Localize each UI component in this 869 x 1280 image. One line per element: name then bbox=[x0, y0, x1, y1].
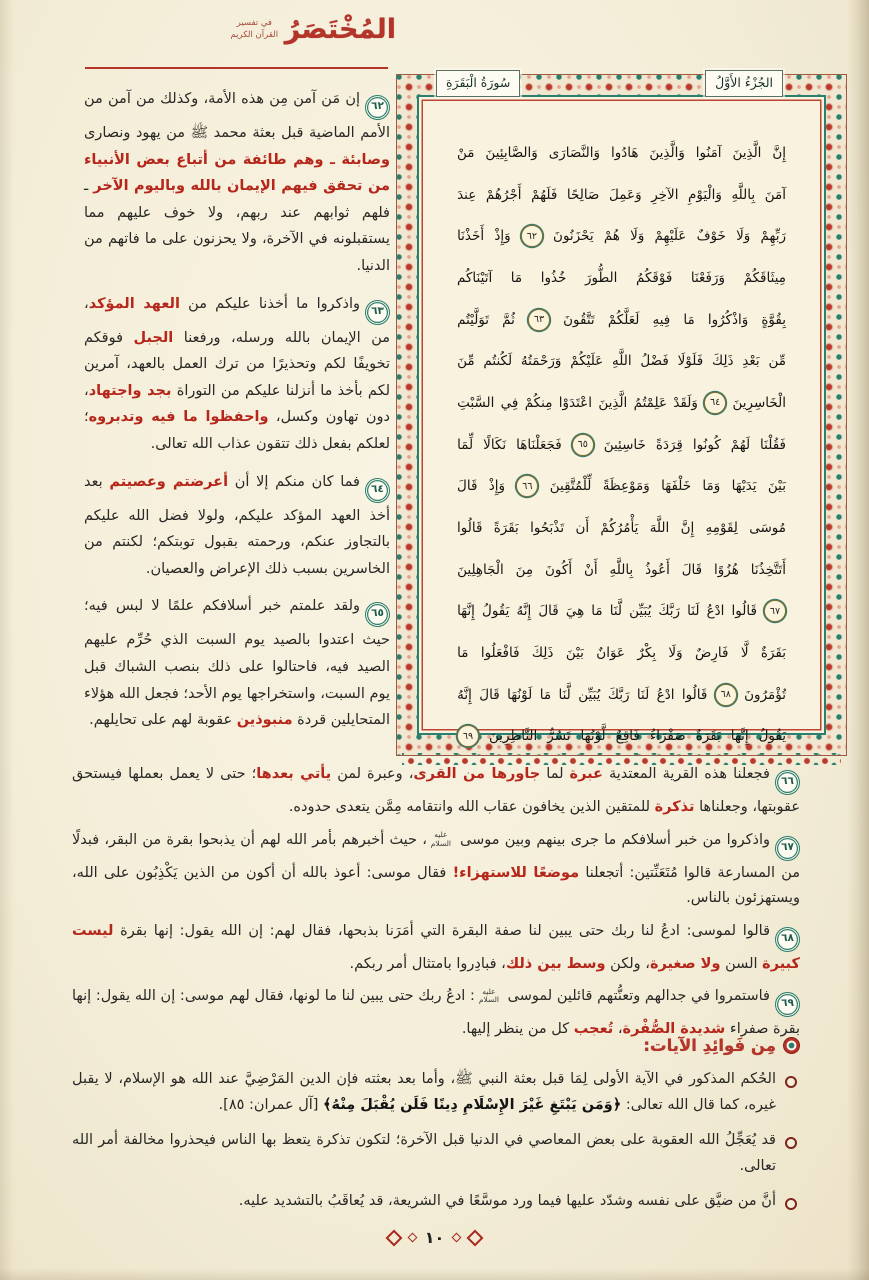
quran-word: وَالَّذِينَ bbox=[649, 144, 685, 161]
text-segment: وسط بين ذلك bbox=[505, 955, 606, 972]
text-segment: يأتي بعدها bbox=[256, 766, 332, 782]
quran-word: مِنكُمْ bbox=[524, 394, 553, 411]
commentary-bottom bbox=[72, 762, 800, 1050]
quran-word: عِندَ bbox=[457, 186, 477, 203]
quran-word: بَيْنَ bbox=[767, 478, 786, 495]
quran-word: فَافْعَلُوا bbox=[480, 645, 520, 662]
quran-word: فَاقِعٌ bbox=[615, 728, 640, 745]
quran-line bbox=[457, 716, 786, 758]
text-segment: شديدة الصُّفْرة bbox=[622, 1021, 726, 1038]
page-edge-left bbox=[0, 0, 14, 1280]
quran-line bbox=[457, 466, 786, 508]
commentary-paragraph bbox=[72, 828, 800, 912]
commentary-paragraph bbox=[84, 86, 390, 280]
page-footer bbox=[0, 1228, 869, 1247]
quran-word: مِنَ bbox=[515, 561, 534, 578]
quran-word: قَالَ bbox=[479, 686, 500, 703]
verse-number-badge: ٦٤ bbox=[704, 392, 726, 414]
quran-word: ثُمَّ bbox=[502, 311, 515, 328]
quran-word: وَالْيَوْمِ bbox=[688, 186, 722, 203]
text-segment: ـ فلهم ثوابهم عند ربهم، ولا خوف عليهم مما يستقبلونه في الآخرة، ولا يحزنون على ما فاتهم من الدنيا. bbox=[84, 178, 390, 274]
quran-word: اعْتَدَوْا bbox=[558, 394, 592, 411]
quran-word: اللَّهَ bbox=[649, 520, 670, 537]
text-segment: موضعًا للاستهزاء! bbox=[452, 864, 580, 881]
text-segment: الجبل bbox=[133, 329, 174, 346]
quran-word: فَجَعَلْنَاهَا bbox=[516, 436, 562, 453]
quran-word: وَالصَّابِئِينَ bbox=[485, 144, 538, 161]
quran-word: لَهُمْ bbox=[730, 436, 751, 453]
quran-word: رَبَّكَ bbox=[607, 686, 630, 703]
quran-word: قَالَ bbox=[538, 603, 559, 620]
quran-word: مَا bbox=[510, 269, 523, 286]
benefits-heading bbox=[72, 1036, 800, 1055]
quran-word: بَقَرَةً bbox=[493, 520, 519, 537]
text-segment: إن مَن آمن مِن هذه الأمة، وكذلك من آمن من الأمم الماضية قبل بعثة محمد ﷺ من يهود ونصارى bbox=[84, 91, 390, 141]
verse-number-badge: ٦٣ bbox=[528, 309, 550, 331]
quran-word: وَلَقَدْ bbox=[673, 394, 698, 411]
quran-word: أَخَذْنَا bbox=[457, 228, 485, 245]
quran-word: إِنَّهَا bbox=[730, 728, 749, 745]
quran-word: وَإِذْ bbox=[494, 228, 511, 245]
verse-number-badge: ٦٩ bbox=[457, 725, 479, 747]
paragraph-verse-badge: ٦٢ bbox=[365, 95, 390, 120]
text-segment: للمتقين الذين يخافون عقاب الله وانتقامه مِمَّن يتعدى حدوده. bbox=[288, 799, 655, 815]
quran-word: لَّنَا bbox=[609, 603, 623, 620]
quran-word: أَنْ bbox=[583, 561, 598, 578]
quran-word: يُبَيِّن bbox=[629, 603, 652, 620]
text-segment: بعد أخذ العهد المؤكد عليكم، ولولا فضل الله عليكم بالتجاوز عنكم، ورحمته بقبول توبتكم؛ لكنتم من الخاسرين بسبب ذلك الإعراض والعصيان. bbox=[84, 473, 390, 577]
quran-word: لِّلْمُتَّقِينَ bbox=[549, 478, 592, 495]
paragraph-verse-badge: ٦٧ bbox=[775, 836, 800, 861]
quran-word: إِنَّهُ bbox=[516, 603, 532, 620]
quran-word: وَلَا bbox=[736, 228, 751, 245]
quran-word: نَكَالًا bbox=[483, 436, 507, 453]
quran-word: أَجْرُهُمْ bbox=[485, 186, 522, 203]
quran-word: هُمْ bbox=[603, 228, 620, 245]
text-segment: أعرضتم وعصيتم bbox=[109, 473, 229, 490]
quran-line bbox=[457, 132, 786, 174]
book-title-sub: في تفسير القرآن الكريم bbox=[230, 18, 279, 40]
quran-word: قَالُوا bbox=[731, 603, 757, 620]
quran-word: الْخَاسِرِينَ bbox=[732, 394, 786, 411]
header-divider bbox=[85, 67, 388, 69]
quran-word: بَعْدِ bbox=[742, 353, 760, 370]
quran-word: وَاذْكُرُوا bbox=[707, 311, 749, 328]
quran-line bbox=[457, 382, 786, 424]
paragraph-verse-badge: ٦٩ bbox=[775, 992, 800, 1017]
quran-word: يُبَيِّن bbox=[578, 686, 601, 703]
paragraph-verse-badge: ٦٤ bbox=[365, 478, 390, 503]
verse-number-badge: ٦٨ bbox=[715, 684, 737, 706]
commentary-paragraph bbox=[72, 762, 800, 821]
quran-word: تَتَّقُونَ bbox=[563, 311, 595, 328]
quran-word: إِنَّهَا bbox=[457, 603, 475, 620]
text-segment: ؛ حتى لا يعمل بعملها فيستحق عقوبتها، وجعلناها bbox=[72, 766, 800, 815]
text-segment: ولقد علمتم خبر أسلافكم علمًا لا لبس فيه؛ حيث اعتدوا بالصيد يوم السبت الذي حُرِّم عليهم الصيد فيه، فاحتالوا على ذلك بنصب الشباك قبل يوم السبت، واستخراجها يوم الأحد؛ فجعل الله هؤلاء المتحايلين قردة bbox=[84, 598, 390, 729]
text-segment: ، فبادِروا بامتثال أمر ربكم. bbox=[349, 955, 506, 972]
commentary-column bbox=[84, 86, 390, 745]
text-segment: عقوبة لهم على تحايلهم. bbox=[89, 712, 237, 729]
verse-number-badge: ٦٧ bbox=[764, 600, 786, 622]
text-segment: لما bbox=[540, 766, 570, 782]
quran-word: كُونُوا bbox=[692, 436, 721, 453]
text-segment: فما كان منكم إلا أن bbox=[228, 473, 360, 490]
quran-word: قَالَ bbox=[457, 478, 478, 495]
quran-word: فَارِضٌ bbox=[695, 645, 729, 662]
quran-word: أَعُوذُ bbox=[645, 561, 670, 578]
quran-word: لِّمَا bbox=[457, 436, 474, 453]
footer-ornament-icon bbox=[385, 1229, 402, 1246]
quran-line bbox=[457, 549, 786, 591]
quran-word: فَقُلْنَا bbox=[760, 436, 786, 453]
book-title bbox=[228, 14, 396, 45]
quran-word: مِيثَاقَكُمْ bbox=[743, 269, 786, 286]
quran-word: لَّا bbox=[740, 645, 749, 662]
mushaf-inner-panel bbox=[417, 95, 826, 745]
mushaf-frame bbox=[396, 74, 847, 756]
text-segment: تذكرة bbox=[654, 799, 695, 815]
quran-word: الْجَاهِلِينَ bbox=[457, 561, 504, 578]
quran-word: فِي bbox=[500, 394, 519, 411]
quran-line bbox=[457, 257, 786, 299]
quran-word: عَوَانٌ bbox=[596, 645, 625, 662]
quran-word: عَلَيْهِمْ bbox=[654, 228, 687, 245]
quran-word: بَقَرَةٌ bbox=[760, 645, 786, 662]
quran-word: يَدَيْهَا bbox=[731, 478, 757, 495]
quran-word: ذَلِكَ bbox=[531, 645, 554, 662]
commentary-paragraph bbox=[84, 469, 390, 583]
quran-word: وَمَوْعِظَةً bbox=[602, 478, 650, 495]
text-segment: [آل عمران: ٨٥]. bbox=[218, 1096, 324, 1113]
quran-word: فَضْلُ bbox=[640, 353, 669, 370]
quran-word: وَرَفَعْنَا bbox=[690, 269, 726, 286]
quran-word: مَنْ bbox=[457, 144, 475, 161]
quran-word: فَلَوْلَا bbox=[677, 353, 704, 370]
text-segment: فوقكم تخويفًا لكم وتحذيرًا من ترك العمل بالعهد، آمرين لكم بأخذ ما أنزلنا عليكم من التوراة bbox=[84, 329, 390, 399]
quran-word: رَبِّهِمْ bbox=[760, 228, 786, 245]
text-segment: كل من ينظر إليها. bbox=[461, 1021, 574, 1038]
quran-word: إِنَّ bbox=[680, 520, 695, 537]
quran-word: بِاللَّهِ bbox=[609, 561, 634, 578]
text-segment: : ادعُ ربك حتى يبين لنا ما لونها، فقال لهم موسى: إن الله يقول: إنها بقرة صفراء bbox=[72, 988, 800, 1038]
quran-word: الآخِرِ bbox=[651, 186, 679, 203]
page-edge-bottom bbox=[0, 1268, 869, 1280]
benefits-list bbox=[72, 1067, 800, 1215]
quran-word: إِنَّهُ bbox=[457, 686, 472, 703]
quran-word: مَا bbox=[539, 686, 552, 703]
footer-ornament-icon bbox=[452, 1233, 462, 1243]
text-segment: ، حيث أخبرهم بأمر الله لهم أن يذبحوا بقرة من البقر، فبدلًا من المسارعة قالوا مُتَعَنِّتين: أتجعلنا bbox=[72, 831, 800, 881]
text-segment: ، دون تهاون وكسل، bbox=[84, 382, 390, 426]
text-segment: فاستمروا في جدالهم وتعنُّتهم قائلين لموسى bbox=[502, 988, 770, 1005]
quran-word: فَوْقَكُمُ bbox=[635, 269, 673, 286]
text-segment: ليست كبيرة bbox=[72, 922, 800, 972]
quran-word: وَإِذْ bbox=[488, 478, 506, 495]
text-segment: عليه السلام bbox=[430, 830, 451, 848]
quran-word: بِقُوَّةٍ bbox=[761, 311, 786, 328]
book-title-main: المُخْتَصَرُ bbox=[284, 14, 396, 45]
juz-label: الجُزْءُ الأَوَّلُ bbox=[705, 70, 783, 97]
quran-line bbox=[457, 174, 786, 216]
text-segment: الحُكم المذكور في الآية الأولى لِمَا قبل بعثة النبي ﷺ، وأما بعد بعثته فإن الدين المَرْضِيَّ عند الله هو الإسلام، لا يقبل غيره، كما قال الله تعالى: bbox=[72, 1071, 776, 1113]
verse-number-badge: ٦٦ bbox=[516, 475, 538, 497]
quran-word: تَذْبَحُوا bbox=[530, 520, 565, 537]
quran-word: الطُّورَ bbox=[584, 269, 618, 286]
quran-word: رَبَّكَ bbox=[658, 603, 681, 620]
quran-word: لِقَوْمِهِ bbox=[705, 520, 738, 537]
quran-word: فَلَهُمْ bbox=[531, 186, 558, 203]
text-segment: واحفظوا ما فيه وتدبروه bbox=[88, 409, 269, 426]
quran-word: مُوسَى bbox=[749, 520, 786, 537]
quran-word: وَالنَّصَارَى bbox=[548, 144, 601, 161]
paragraph-verse-badge: ٦٣ bbox=[365, 300, 390, 325]
text-segment: قد يُعَجِّلُ الله العقوبة على بعض المعاصي في الدنيا قبل الآخرة؛ لتكون تذكرة يتعظ بها الناس فيحذروا مخالفة أمر الله تعالى. bbox=[72, 1132, 776, 1174]
footer-ornament-icon bbox=[467, 1229, 484, 1246]
commentary-paragraph bbox=[72, 984, 800, 1043]
quran-word: خُذُوا bbox=[540, 269, 567, 286]
quran-word: الَّذِينَ bbox=[732, 144, 762, 161]
quran-word: مِّن bbox=[768, 353, 786, 370]
commentary-paragraph bbox=[84, 291, 390, 458]
quran-line bbox=[457, 591, 786, 633]
quran-line bbox=[457, 674, 786, 716]
text-segment: قالوا لموسى: ادعُ لنا ربك حتى يبين لنا صفة البقرة التي أمَرَنا بذبحها، فقال لهم: إن الله يقول: إنها بقرة bbox=[113, 922, 770, 939]
quran-word: لَكُنتُم bbox=[483, 353, 513, 370]
quran-word: قِرَدَةً bbox=[655, 436, 683, 453]
quran-word: لَّنَا bbox=[558, 686, 571, 703]
quran-word: تَسُرُّ bbox=[547, 728, 571, 745]
quran-word: قَالُوا bbox=[457, 520, 483, 537]
quran-word: لَوْنُهَا bbox=[507, 686, 533, 703]
paragraph-verse-badge: ٦٥ bbox=[365, 602, 390, 627]
text-segment: ، وعبرة لمن bbox=[331, 766, 414, 782]
quran-word: ادْعُ bbox=[656, 686, 675, 703]
quran-word: آتَيْنَاكُم bbox=[457, 269, 493, 286]
quran-word: اللَّهِ bbox=[612, 353, 632, 370]
text-segment: أنَّ من ضيَّق على نفسه وشدّد عليها فيما ورد موسَّعًا في الشريعة، قد يُعاقَبُ بالتشديد عليه. bbox=[238, 1193, 776, 1210]
quran-word: هَادُوا bbox=[610, 144, 639, 161]
quran-word: صَالِحًا bbox=[566, 186, 600, 203]
quran-line bbox=[457, 632, 786, 674]
text-segment: وصابئة ـ وهم طائفة من أتباع بعض الأنبياء من تحقق فيهم الإيمان بالله وباليوم الآخر bbox=[84, 151, 391, 195]
text-segment: العهد المؤكد bbox=[88, 295, 180, 312]
quran-word: بَيْنَ bbox=[565, 645, 584, 662]
quran-word: بَقَرَةٌ bbox=[695, 728, 721, 745]
quran-word: بِكْرٌ bbox=[637, 645, 657, 662]
benefit-item bbox=[72, 1128, 800, 1179]
commentary-paragraph bbox=[84, 593, 390, 733]
text-segment: واذكروا من خبر أسلافكم ما جرى بينهم وبين موسى bbox=[454, 831, 770, 848]
paragraph-verse-badge: ٦٨ bbox=[775, 927, 800, 952]
quran-word: وَلَا bbox=[630, 228, 645, 245]
quran-word: تُؤْمَرُونَ bbox=[744, 686, 786, 703]
quran-line bbox=[457, 507, 786, 549]
text-segment: فجعلنا هذه القرية المعتدية bbox=[602, 766, 770, 782]
quran-word: عَلَيْكُمْ bbox=[570, 353, 604, 370]
text-segment: عليه السلام bbox=[478, 987, 499, 1005]
quran-word: فِيهِ bbox=[652, 311, 671, 328]
text-segment: تُعجب bbox=[573, 1021, 614, 1038]
quran-word: وَعَمِلَ bbox=[609, 186, 642, 203]
quran-word: قَالَ bbox=[681, 561, 703, 578]
quran-word: أَكُونَ bbox=[545, 561, 573, 578]
benefits-section bbox=[72, 1036, 800, 1225]
text-segment: عبرة bbox=[569, 766, 603, 782]
text-segment: جاورها من القرى bbox=[413, 766, 541, 782]
quran-word: مَا bbox=[591, 603, 603, 620]
quran-word: خَلْفَهَا bbox=[661, 478, 692, 495]
quran-word: بِاللَّهِ bbox=[731, 186, 756, 203]
quran-word: الَّذِينَ bbox=[598, 394, 628, 411]
quran-word: أَتَتَّخِذُنَا bbox=[750, 561, 786, 578]
quran-word: لَنَا bbox=[687, 603, 700, 620]
quran-word: صَفْرَاءُ bbox=[649, 728, 686, 745]
verse-number-badge: ٦٥ bbox=[572, 434, 594, 456]
benefit-item bbox=[72, 1067, 800, 1118]
quran-word: عَلِمْتُمُ bbox=[633, 394, 667, 411]
verse-number-badge: ٦٢ bbox=[521, 225, 543, 247]
quran-word: لَّوْنُهَا bbox=[580, 728, 606, 745]
surah-label: سُورَةُ الْبَقَرَةِ bbox=[436, 70, 520, 97]
quran-word: وَلَا bbox=[668, 645, 683, 662]
quran-word: مَا bbox=[683, 311, 695, 328]
text-segment: ، bbox=[613, 1021, 623, 1038]
quran-word: يَقُولُ bbox=[758, 728, 786, 745]
quran-text bbox=[446, 124, 797, 745]
page-edge-right bbox=[847, 0, 869, 1280]
text-segment: ؛ لعلكم بفعل ذلك تتقون عذاب الله تعالى. bbox=[84, 409, 390, 452]
benefits-heading-text: مِن فَوائِدِ الآيات: bbox=[643, 1036, 776, 1055]
quran-word: إِنَّ bbox=[772, 144, 786, 161]
quran-word: خَوْفٌ bbox=[696, 228, 726, 245]
text-segment: فقال موسى: أعوذ بالله أن أكون من الذين يَكْذِبُون على الله، ويستهزئون بالناس. bbox=[72, 864, 800, 907]
quran-word: تَوَلَّيْتُم bbox=[457, 311, 490, 328]
footer-ornament-icon bbox=[407, 1233, 417, 1243]
quran-word: يَحْزَنُونَ bbox=[553, 228, 594, 245]
quran-word: وَرَحْمَتُهُ bbox=[520, 353, 562, 370]
text-segment: ، من الإيمان بالله ورسله، ورفعنا bbox=[84, 295, 390, 346]
text-segment: ﴿وَمَن يَبْتَغِ غَيْرَ الإِسْلَامِ دِينًا فَلَن يُقْبَلَ مِنْهُ﴾ bbox=[323, 1096, 622, 1113]
quran-word: لَنَا bbox=[636, 686, 650, 703]
quran-line bbox=[457, 424, 786, 466]
page-number: ١٠ bbox=[424, 1228, 445, 1247]
quran-word: مِّنَ bbox=[457, 353, 475, 370]
quran-word: ادْعُ bbox=[706, 603, 725, 620]
paragraph-verse-badge: ٦٦ bbox=[775, 770, 800, 795]
quran-word: لَعَلَّكُمْ bbox=[607, 311, 640, 328]
quran-word: ذَلِكَ bbox=[712, 353, 734, 370]
quran-word: وَمَا bbox=[702, 478, 721, 495]
quran-word: خَاسِئِينَ bbox=[603, 436, 646, 453]
quran-word: السَّبْتِ bbox=[457, 394, 495, 411]
quran-word: هِيَ bbox=[565, 603, 585, 620]
text-segment: السن bbox=[720, 955, 763, 972]
quran-line bbox=[457, 215, 786, 257]
quran-word: مَا bbox=[457, 645, 469, 662]
text-segment: واذكروا ما أخذنا عليكم من bbox=[179, 295, 360, 312]
text-segment: بجد واجتهاد bbox=[88, 382, 172, 399]
quran-word: النَّاظِرِينَ bbox=[488, 728, 538, 745]
quran-word: يَأْمُرُكُمْ bbox=[600, 520, 639, 537]
benefit-item bbox=[72, 1189, 800, 1215]
quran-word: أَن bbox=[575, 520, 590, 537]
quran-word: آمَنَ bbox=[764, 186, 786, 203]
rosette-icon bbox=[783, 1037, 800, 1054]
commentary-paragraph bbox=[72, 919, 800, 978]
quran-word: هُزُوًا bbox=[714, 561, 739, 578]
text-segment: منبوذين bbox=[236, 712, 293, 729]
quran-line bbox=[457, 340, 786, 382]
text-segment: ولا صغيرة bbox=[649, 955, 721, 972]
quran-word: قَالُوا bbox=[681, 686, 708, 703]
quran-word: آمَنُوا bbox=[695, 144, 722, 161]
quran-line bbox=[457, 299, 786, 341]
text-segment: ، ولكن bbox=[605, 955, 650, 972]
quran-word: يَقُولُ bbox=[482, 603, 510, 620]
